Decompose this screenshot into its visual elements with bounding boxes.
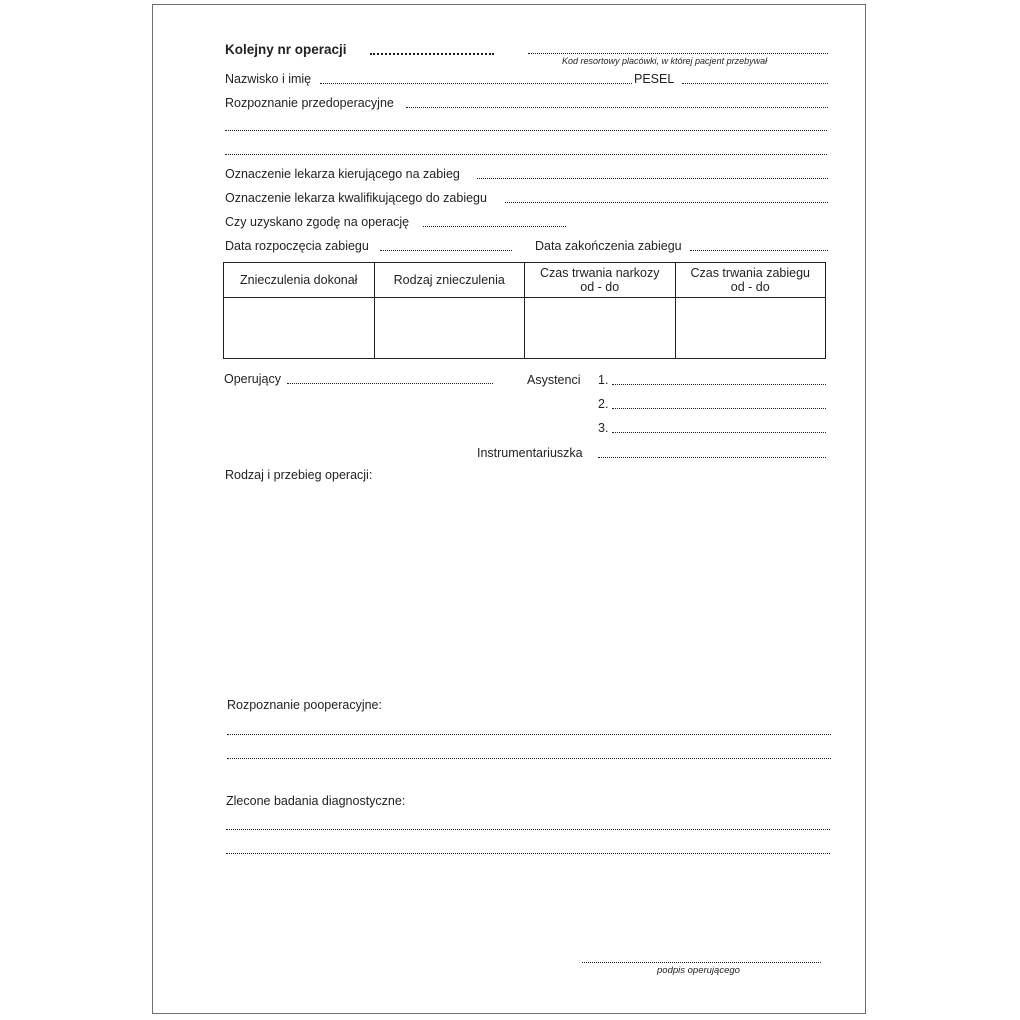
header-anesthesia-type-text: Rodzaj znieczulenia — [393, 273, 505, 287]
assistant-3-number: 3. — [598, 421, 609, 435]
qualifying-doctor-label: Oznaczenie lekarza kwalifikującego do zabiegu — [225, 191, 487, 205]
cell-anesthesia-type[interactable] — [374, 298, 525, 359]
operation-number-field[interactable] — [370, 53, 494, 55]
start-date-label: Data rozpoczęcia zabiegu — [225, 239, 369, 253]
qualifying-doctor-field[interactable] — [505, 202, 828, 203]
end-date-field[interactable] — [690, 250, 828, 251]
facility-code-caption: Kod resortowy placówki, w której pacjent przebywał — [562, 56, 768, 66]
preop-diagnosis-line-3[interactable] — [225, 154, 827, 155]
assistants-label: Asystenci — [527, 373, 581, 387]
scrub-nurse-label: Instrumentariuszka — [477, 446, 583, 460]
assistant-3-field[interactable] — [612, 432, 826, 433]
cell-procedure-duration[interactable] — [675, 298, 826, 359]
cell-anesthesia-duration[interactable] — [525, 298, 676, 359]
header-procedure-duration — [675, 263, 826, 298]
referring-doctor-field[interactable] — [477, 178, 828, 179]
pesel-field[interactable] — [682, 83, 828, 84]
preop-diagnosis-label: Rozpoznanie przedoperacyjne — [225, 96, 394, 110]
operator-label: Operujący — [224, 372, 281, 386]
header-anesthesia-type — [374, 263, 525, 298]
assistant-1-field[interactable] — [612, 384, 826, 385]
assistant-1-number: 1. — [598, 373, 609, 387]
facility-code-field[interactable] — [528, 53, 828, 54]
ordered-tests-line-2[interactable] — [226, 853, 830, 854]
consent-field[interactable] — [423, 226, 566, 227]
signature-field[interactable] — [582, 962, 821, 963]
assistant-2-number: 2. — [598, 397, 609, 411]
preop-diagnosis-field[interactable] — [406, 107, 828, 108]
postop-diagnosis-line-2[interactable] — [227, 758, 831, 759]
operator-field[interactable] — [287, 383, 493, 384]
header-anesthesia-duration — [525, 263, 676, 298]
header-anesthetist — [224, 263, 375, 298]
patient-name-label: Nazwisko i imię — [225, 72, 312, 86]
scrub-nurse-field[interactable] — [598, 457, 826, 458]
signature-caption: podpis operującego — [657, 965, 740, 976]
assistant-2-field[interactable] — [612, 408, 826, 409]
header-anesthesia-duration-text: Czas trwania narkozy — [540, 266, 660, 280]
anesthesia-table — [223, 262, 826, 359]
postop-diagnosis-line-1[interactable] — [227, 734, 831, 735]
cell-anesthetist[interactable] — [224, 298, 375, 359]
pesel-label: PESEL — [634, 72, 675, 86]
postop-diagnosis-label: Rozpoznanie pooperacyjne: — [227, 698, 382, 712]
course-label: Rodzaj i przebieg operacji: — [225, 468, 373, 482]
header-procedure-duration-range: od - do — [730, 280, 770, 294]
header-procedure-duration-text: Czas trwania zabiegu — [690, 266, 810, 280]
course-text-area[interactable] — [225, 486, 830, 686]
header-anesthesia-duration-range: od - do — [580, 280, 620, 294]
header-anesthetist-text: Znieczulenia dokonał — [240, 273, 358, 287]
referring-doctor-label: Oznaczenie lekarza kierującego na zabieg — [225, 167, 460, 181]
patient-name-field[interactable] — [320, 83, 632, 84]
consent-label: Czy uzyskano zgodę na operację — [225, 215, 410, 229]
ordered-tests-line-1[interactable] — [226, 829, 830, 830]
end-date-label: Data zakończenia zabiegu — [535, 239, 682, 253]
start-date-field[interactable] — [380, 250, 512, 251]
preop-diagnosis-line-2[interactable] — [225, 130, 827, 131]
operation-number-label: Kolejny nr operacji — [225, 42, 347, 57]
ordered-tests-label: Zlecone badania diagnostyczne: — [226, 794, 406, 808]
